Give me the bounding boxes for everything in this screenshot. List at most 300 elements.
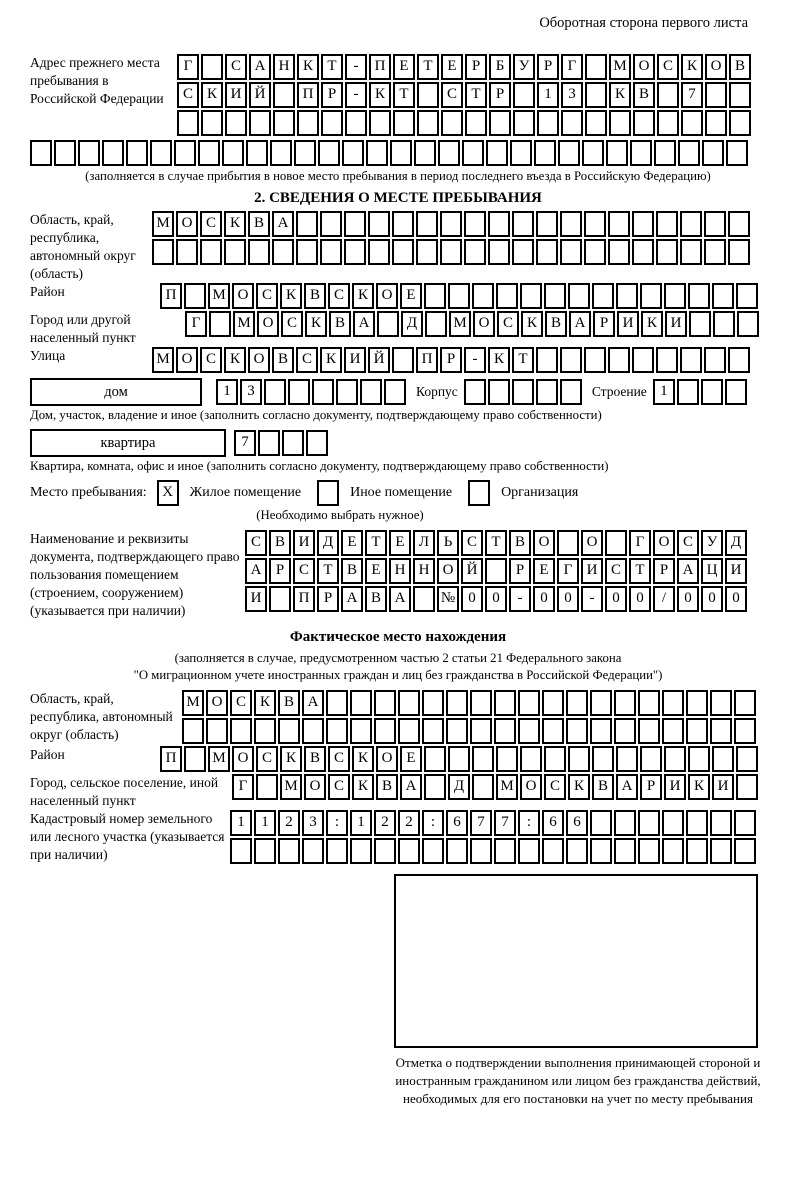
char-box[interactable] — [272, 239, 294, 265]
char-box[interactable] — [360, 379, 382, 405]
char-box[interactable] — [614, 810, 636, 836]
char-box[interactable]: Б — [489, 54, 511, 80]
char-box[interactable] — [566, 718, 588, 744]
char-box[interactable]: О — [633, 54, 655, 80]
char-box[interactable]: С — [328, 746, 350, 772]
char-box[interactable] — [680, 239, 702, 265]
char-box[interactable] — [736, 746, 758, 772]
char-box[interactable] — [398, 690, 420, 716]
char-box[interactable]: 0 — [701, 586, 723, 612]
char-box[interactable]: - — [509, 586, 531, 612]
char-box[interactable] — [440, 211, 462, 237]
char-box[interactable] — [702, 140, 724, 166]
char-box[interactable]: 2 — [398, 810, 420, 836]
char-box[interactable] — [728, 347, 750, 373]
char-box[interactable]: 2 — [374, 810, 396, 836]
char-box[interactable] — [200, 239, 222, 265]
char-box[interactable] — [472, 746, 494, 772]
char-box[interactable]: 3 — [561, 82, 583, 108]
char-box[interactable] — [680, 211, 702, 237]
char-box[interactable] — [152, 239, 174, 265]
char-box[interactable]: П — [160, 283, 182, 309]
char-box[interactable] — [568, 283, 590, 309]
char-box[interactable] — [734, 690, 756, 716]
char-box[interactable]: Й — [368, 347, 390, 373]
char-box[interactable] — [638, 718, 660, 744]
char-box[interactable]: А — [400, 774, 422, 800]
char-box[interactable] — [368, 239, 390, 265]
char-box[interactable] — [536, 211, 558, 237]
char-box[interactable] — [254, 718, 276, 744]
char-box[interactable] — [656, 239, 678, 265]
char-box[interactable]: К — [201, 82, 223, 108]
char-box[interactable] — [494, 838, 516, 864]
char-box[interactable]: П — [369, 54, 391, 80]
char-box[interactable]: П — [416, 347, 438, 373]
char-box[interactable] — [398, 838, 420, 864]
char-box[interactable]: П — [293, 586, 315, 612]
char-box[interactable] — [270, 140, 292, 166]
char-box[interactable] — [302, 718, 324, 744]
char-box[interactable] — [632, 211, 654, 237]
char-box[interactable]: 1 — [216, 379, 238, 405]
char-box[interactable] — [705, 110, 727, 136]
char-box[interactable]: К — [254, 690, 276, 716]
char-box[interactable] — [248, 239, 270, 265]
char-box[interactable] — [222, 140, 244, 166]
char-box[interactable]: 1 — [254, 810, 276, 836]
char-box[interactable] — [30, 140, 52, 166]
char-box[interactable] — [664, 746, 686, 772]
char-box[interactable] — [486, 140, 508, 166]
char-box[interactable]: А — [353, 311, 375, 337]
char-box[interactable] — [296, 239, 318, 265]
char-box[interactable]: - — [345, 54, 367, 80]
char-box[interactable]: 0 — [485, 586, 507, 612]
char-box[interactable]: Е — [400, 746, 422, 772]
char-box[interactable] — [689, 311, 711, 337]
char-box[interactable] — [440, 239, 462, 265]
char-box[interactable] — [350, 690, 372, 716]
char-box[interactable]: В — [269, 530, 291, 556]
char-box[interactable]: И — [665, 311, 687, 337]
char-box[interactable] — [686, 718, 708, 744]
char-box[interactable] — [544, 746, 566, 772]
char-box[interactable]: Е — [341, 530, 363, 556]
char-box[interactable] — [654, 140, 676, 166]
char-box[interactable]: И — [664, 774, 686, 800]
char-box[interactable]: И — [725, 558, 747, 584]
char-box[interactable] — [206, 718, 228, 744]
char-box[interactable] — [390, 140, 412, 166]
char-box[interactable]: А — [245, 558, 267, 584]
char-box[interactable]: С — [245, 530, 267, 556]
char-box[interactable] — [640, 283, 662, 309]
char-box[interactable]: С — [200, 211, 222, 237]
char-box[interactable] — [184, 746, 206, 772]
char-box[interactable] — [657, 82, 679, 108]
char-box[interactable] — [326, 718, 348, 744]
char-box[interactable] — [288, 379, 310, 405]
char-box[interactable] — [726, 140, 748, 166]
char-box[interactable]: 3 — [240, 379, 262, 405]
char-box[interactable]: О — [581, 530, 603, 556]
char-box[interactable] — [590, 838, 612, 864]
char-box[interactable] — [729, 82, 751, 108]
char-box[interactable]: В — [272, 347, 294, 373]
char-box[interactable]: А — [341, 586, 363, 612]
char-box[interactable] — [336, 379, 358, 405]
char-box[interactable] — [54, 140, 76, 166]
char-box[interactable] — [369, 110, 391, 136]
char-box[interactable] — [704, 347, 726, 373]
char-box[interactable] — [725, 379, 747, 405]
char-box[interactable] — [424, 283, 446, 309]
char-box[interactable]: А — [302, 690, 324, 716]
char-box[interactable] — [413, 586, 435, 612]
other-premises-checkbox[interactable] — [317, 480, 341, 506]
char-box[interactable] — [736, 283, 758, 309]
char-box[interactable] — [392, 239, 414, 265]
char-box[interactable] — [446, 690, 468, 716]
char-box[interactable]: М — [496, 774, 518, 800]
char-box[interactable] — [614, 690, 636, 716]
char-box[interactable] — [537, 110, 559, 136]
char-box[interactable] — [736, 774, 758, 800]
char-box[interactable] — [513, 82, 535, 108]
char-box[interactable]: Д — [448, 774, 470, 800]
char-box[interactable] — [710, 810, 732, 836]
char-box[interactable]: - — [464, 347, 486, 373]
char-box[interactable] — [224, 239, 246, 265]
char-box[interactable]: О — [176, 347, 198, 373]
char-box[interactable] — [297, 110, 319, 136]
char-box[interactable]: М — [449, 311, 471, 337]
char-box[interactable] — [494, 718, 516, 744]
char-box[interactable] — [321, 110, 343, 136]
char-box[interactable] — [638, 690, 660, 716]
char-box[interactable]: 0 — [629, 586, 651, 612]
char-box[interactable] — [688, 746, 710, 772]
char-box[interactable] — [414, 140, 436, 166]
char-box[interactable] — [278, 718, 300, 744]
char-box[interactable] — [209, 311, 231, 337]
char-box[interactable]: С — [328, 774, 350, 800]
char-box[interactable] — [464, 239, 486, 265]
char-box[interactable] — [542, 718, 564, 744]
char-box[interactable] — [264, 379, 286, 405]
char-box[interactable]: О — [376, 746, 398, 772]
char-box[interactable]: Т — [512, 347, 534, 373]
residential-checkbox[interactable] — [157, 480, 181, 506]
char-box[interactable]: И — [245, 586, 267, 612]
char-box[interactable] — [584, 211, 606, 237]
char-box[interactable] — [320, 239, 342, 265]
char-box[interactable] — [737, 311, 759, 337]
char-box[interactable] — [710, 690, 732, 716]
char-box[interactable] — [422, 690, 444, 716]
char-box[interactable]: А — [616, 774, 638, 800]
char-box[interactable]: 1 — [230, 810, 252, 836]
char-box[interactable] — [306, 430, 328, 456]
char-box[interactable]: К — [521, 311, 543, 337]
char-box[interactable] — [448, 283, 470, 309]
organization-checkbox[interactable] — [468, 480, 492, 506]
char-box[interactable]: В — [592, 774, 614, 800]
char-box[interactable] — [317, 480, 339, 506]
char-box[interactable]: К — [305, 311, 327, 337]
char-box[interactable]: 1 — [350, 810, 372, 836]
char-box[interactable] — [126, 140, 148, 166]
char-box[interactable] — [416, 239, 438, 265]
char-box[interactable] — [585, 110, 607, 136]
char-box[interactable] — [705, 82, 727, 108]
char-box[interactable] — [496, 283, 518, 309]
char-box[interactable]: - — [345, 82, 367, 108]
char-box[interactable]: М — [208, 746, 230, 772]
char-box[interactable] — [638, 810, 660, 836]
char-box[interactable] — [590, 690, 612, 716]
char-box[interactable]: В — [278, 690, 300, 716]
char-box[interactable]: С — [256, 746, 278, 772]
char-box[interactable] — [448, 746, 470, 772]
char-box[interactable]: К — [609, 82, 631, 108]
char-box[interactable]: К — [352, 746, 374, 772]
char-box[interactable]: В — [365, 586, 387, 612]
char-box[interactable] — [177, 110, 199, 136]
char-box[interactable] — [566, 690, 588, 716]
char-box[interactable]: - — [581, 586, 603, 612]
char-box[interactable] — [678, 140, 700, 166]
char-box[interactable]: 6 — [566, 810, 588, 836]
char-box[interactable]: О — [520, 774, 542, 800]
char-box[interactable] — [102, 140, 124, 166]
char-box[interactable] — [273, 82, 295, 108]
char-box[interactable]: С — [230, 690, 252, 716]
char-box[interactable]: Н — [273, 54, 295, 80]
char-box[interactable] — [256, 774, 278, 800]
char-box[interactable]: : — [326, 810, 348, 836]
char-box[interactable]: О — [176, 211, 198, 237]
char-box[interactable] — [633, 110, 655, 136]
char-box[interactable] — [374, 838, 396, 864]
char-box[interactable]: В — [509, 530, 531, 556]
char-box[interactable] — [470, 838, 492, 864]
char-box[interactable]: Й — [249, 82, 271, 108]
char-box[interactable] — [585, 54, 607, 80]
char-box[interactable] — [422, 718, 444, 744]
char-box[interactable] — [384, 379, 406, 405]
char-box[interactable]: М — [280, 774, 302, 800]
char-box[interactable]: 0 — [533, 586, 555, 612]
char-box[interactable]: Р — [640, 774, 662, 800]
char-box[interactable] — [278, 838, 300, 864]
char-box[interactable] — [176, 239, 198, 265]
char-box[interactable]: И — [293, 530, 315, 556]
char-box[interactable]: О — [248, 347, 270, 373]
char-box[interactable]: И — [225, 82, 247, 108]
char-box[interactable]: Н — [413, 558, 435, 584]
char-box[interactable]: К — [320, 347, 342, 373]
char-box[interactable] — [734, 718, 756, 744]
char-box[interactable] — [258, 430, 280, 456]
char-box[interactable] — [246, 140, 268, 166]
char-box[interactable]: Й — [461, 558, 483, 584]
char-box[interactable] — [608, 347, 630, 373]
char-box[interactable] — [701, 379, 723, 405]
char-box[interactable] — [561, 110, 583, 136]
char-box[interactable]: М — [152, 211, 174, 237]
char-box[interactable] — [392, 347, 414, 373]
char-box[interactable] — [518, 838, 540, 864]
char-box[interactable] — [282, 430, 304, 456]
char-box[interactable] — [512, 379, 534, 405]
char-box[interactable] — [462, 140, 484, 166]
char-box[interactable] — [472, 774, 494, 800]
char-box[interactable] — [424, 746, 446, 772]
char-box[interactable] — [254, 838, 276, 864]
char-box[interactable] — [485, 558, 507, 584]
char-box[interactable] — [230, 718, 252, 744]
char-box[interactable]: В — [545, 311, 567, 337]
char-box[interactable] — [470, 690, 492, 716]
char-box[interactable]: Г — [557, 558, 579, 584]
char-box[interactable]: М — [208, 283, 230, 309]
char-box[interactable] — [686, 838, 708, 864]
char-box[interactable] — [488, 239, 510, 265]
char-box[interactable] — [488, 211, 510, 237]
char-box[interactable]: Ц — [701, 558, 723, 584]
char-box[interactable] — [398, 718, 420, 744]
char-box[interactable] — [78, 140, 100, 166]
char-box[interactable]: Т — [485, 530, 507, 556]
char-box[interactable] — [350, 838, 372, 864]
char-box[interactable] — [174, 140, 196, 166]
char-box[interactable]: 1 — [653, 379, 675, 405]
char-box[interactable]: О — [705, 54, 727, 80]
char-box[interactable] — [632, 347, 654, 373]
char-box[interactable] — [608, 239, 630, 265]
char-box[interactable] — [518, 690, 540, 716]
char-box[interactable] — [536, 379, 558, 405]
char-box[interactable]: Т — [365, 530, 387, 556]
char-box[interactable]: А — [249, 54, 271, 80]
char-box[interactable] — [638, 838, 660, 864]
char-box[interactable]: С — [200, 347, 222, 373]
char-box[interactable]: С — [296, 347, 318, 373]
char-box[interactable]: 0 — [677, 586, 699, 612]
char-box[interactable] — [230, 838, 252, 864]
char-box[interactable]: Р — [653, 558, 675, 584]
char-box[interactable] — [728, 239, 750, 265]
char-box[interactable]: / — [653, 586, 675, 612]
char-box[interactable] — [536, 239, 558, 265]
char-box[interactable] — [422, 838, 444, 864]
char-box[interactable] — [392, 211, 414, 237]
char-box[interactable]: О — [653, 530, 675, 556]
char-box[interactable] — [632, 239, 654, 265]
char-box[interactable]: 2 — [278, 810, 300, 836]
char-box[interactable] — [585, 82, 607, 108]
char-box[interactable] — [249, 110, 271, 136]
char-box[interactable] — [510, 140, 532, 166]
char-box[interactable] — [198, 140, 220, 166]
char-box[interactable]: Л — [413, 530, 435, 556]
char-box[interactable] — [584, 347, 606, 373]
char-box[interactable] — [662, 718, 684, 744]
char-box[interactable] — [318, 140, 340, 166]
char-box[interactable] — [542, 690, 564, 716]
char-box[interactable]: А — [389, 586, 411, 612]
char-box[interactable] — [728, 211, 750, 237]
char-box[interactable]: О — [473, 311, 495, 337]
char-box[interactable] — [592, 283, 614, 309]
char-box[interactable]: К — [352, 774, 374, 800]
char-box[interactable]: А — [569, 311, 591, 337]
char-box[interactable]: К — [280, 283, 302, 309]
char-box[interactable] — [568, 746, 590, 772]
char-box[interactable]: Ь — [437, 530, 459, 556]
char-box[interactable] — [512, 239, 534, 265]
char-box[interactable]: К — [488, 347, 510, 373]
char-box[interactable]: Е — [365, 558, 387, 584]
char-box[interactable] — [734, 838, 756, 864]
char-box[interactable] — [425, 311, 447, 337]
char-box[interactable]: Р — [593, 311, 615, 337]
char-box[interactable]: Г — [561, 54, 583, 80]
char-box[interactable] — [582, 140, 604, 166]
char-box[interactable] — [342, 140, 364, 166]
char-box[interactable]: 0 — [605, 586, 627, 612]
char-box[interactable]: О — [232, 746, 254, 772]
char-box[interactable] — [566, 838, 588, 864]
char-box[interactable]: К — [224, 347, 246, 373]
char-box[interactable]: Т — [321, 54, 343, 80]
char-box[interactable] — [513, 110, 535, 136]
char-box[interactable]: Е — [389, 530, 411, 556]
char-box[interactable]: 6 — [542, 810, 564, 836]
char-box[interactable]: С — [256, 283, 278, 309]
char-box[interactable] — [616, 746, 638, 772]
char-box[interactable]: № — [437, 586, 459, 612]
char-box[interactable]: В — [633, 82, 655, 108]
char-box[interactable]: В — [329, 311, 351, 337]
char-box[interactable]: У — [701, 530, 723, 556]
char-box[interactable]: О — [232, 283, 254, 309]
char-box[interactable]: М — [182, 690, 204, 716]
char-box[interactable] — [704, 239, 726, 265]
char-box[interactable]: Р — [509, 558, 531, 584]
char-box[interactable]: О — [437, 558, 459, 584]
char-box[interactable] — [710, 838, 732, 864]
char-box[interactable]: М — [609, 54, 631, 80]
char-box[interactable] — [438, 140, 460, 166]
char-box[interactable] — [713, 311, 735, 337]
char-box[interactable]: Р — [440, 347, 462, 373]
char-box[interactable]: К — [568, 774, 590, 800]
char-box[interactable]: Р — [537, 54, 559, 80]
char-box[interactable]: И — [581, 558, 603, 584]
char-box[interactable] — [592, 746, 614, 772]
char-box[interactable] — [584, 239, 606, 265]
char-box[interactable] — [662, 810, 684, 836]
char-box[interactable] — [345, 110, 367, 136]
char-box[interactable]: С — [461, 530, 483, 556]
char-box[interactable]: О — [304, 774, 326, 800]
char-box[interactable] — [734, 810, 756, 836]
char-box[interactable] — [302, 838, 324, 864]
char-box[interactable] — [656, 347, 678, 373]
